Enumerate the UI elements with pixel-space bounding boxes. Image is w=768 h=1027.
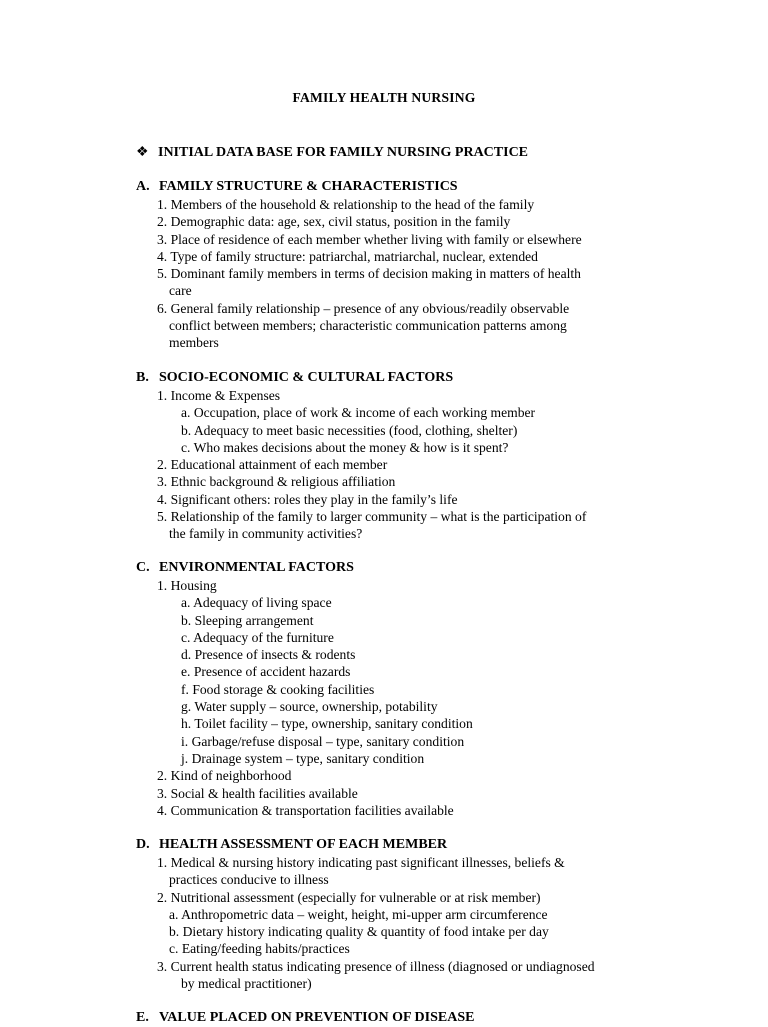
list-item: 2. Educational attainment of each member	[157, 457, 388, 473]
list-item-continuation: by medical practitioner)	[181, 976, 312, 992]
list-item: 4. Significant others: roles they play in the family’s life	[157, 491, 458, 507]
sub-list-item: c. Who makes decisions about the money & how is it spent?	[181, 439, 509, 455]
sub-list-item: h. Toilet facility – type, ownership, sanitary condition	[181, 716, 473, 732]
section-environmental	[136, 558, 696, 819]
sub-list-item: d. Presence of insects & rodents	[181, 647, 356, 663]
list-item: 3. Current health status indicating presence of illness (diagnosed or undiagnosed	[157, 958, 595, 974]
list-item: 1. Medical & nursing history indicating past significant illnesses, beliefs &	[157, 855, 565, 870]
sub-list-item: a. Anthropometric data – weight, height, mi-upper arm circumference	[169, 906, 548, 922]
section-heading	[136, 835, 696, 854]
sub-list-item: b. Sleeping arrangement	[181, 612, 314, 628]
section-title: ENVIRONMENTAL FACTORS	[159, 560, 354, 575]
list-item-continuation: practices conducive to illness	[169, 872, 329, 888]
list-item: 2. Kind of neighborhood	[157, 768, 292, 784]
list-item: 4. Communication & transportation facilities available	[157, 802, 454, 818]
section-title: FAMILY STRUCTURE & CHARACTERISTICS	[159, 179, 458, 194]
list-item: 4. Type of family structure: patriarchal, matriarchal, nuclear, extended	[157, 248, 538, 264]
list-item: 3. Ethnic background & religious affiliation	[157, 474, 396, 490]
list-item: 1. Housing	[157, 578, 217, 593]
list-item: 5. Dominant family members in terms of decision making in matters of health	[157, 266, 581, 282]
section-title: HEALTH ASSESSMENT OF EACH MEMBER	[159, 837, 448, 852]
sub-list-item: a. Occupation, place of work & income of each working member	[181, 405, 536, 421]
section-prevention-value	[136, 1008, 696, 1027]
section-socio-economic	[136, 368, 696, 543]
sub-list-item: j. Drainage system – type, sanitary condition	[181, 750, 425, 766]
list-item-continuation: care	[169, 283, 192, 299]
diamond-bullet-icon: ❖	[136, 145, 149, 160]
list-item: 3. Social & health facilities available	[157, 785, 358, 801]
main-heading	[136, 144, 528, 161]
list-item: 2. Nutritional assessment (especially for vulnerable or at risk member)	[157, 889, 541, 905]
section-letter: E.	[136, 1010, 149, 1025]
list-item-continuation: the family in community activities?	[169, 526, 363, 542]
list-item: 1. Income & Expenses	[157, 388, 281, 403]
sub-list-item: c. Adequacy of the furniture	[181, 629, 334, 645]
section-title: SOCIO-ECONOMIC & CULTURAL FACTORS	[159, 370, 454, 385]
list-item: 3. Place of residence of each member whether living with family or elsewhere	[157, 231, 582, 247]
list-item: 5. Relationship of the family to larger community – what is the participation of	[157, 509, 587, 525]
list-item: 2. Demographic data: age, sex, civil status, position in the family	[157, 214, 511, 230]
list-item: 6. General family relationship – presence of any obvious/readily observable	[157, 300, 570, 316]
sub-list-item: i. Garbage/refuse disposal – type, sanitary condition	[181, 733, 465, 749]
section-letter: A.	[136, 179, 150, 194]
section-letter: C.	[136, 560, 150, 575]
sub-list-item: b. Adequacy to meet basic necessities (food, clothing, shelter)	[181, 422, 518, 438]
sub-list-item: f. Food storage & cooking facilities	[181, 681, 375, 697]
sub-list-item: b. Dietary history indicating quality & quantity of food intake per day	[169, 924, 549, 940]
section-family-structure	[136, 177, 696, 352]
section-heading	[136, 177, 696, 196]
sub-list-item: e. Presence of accident hazards	[181, 664, 351, 680]
section-letter: D.	[136, 837, 150, 852]
section-title: VALUE PLACED ON PREVENTION OF DISEASE	[159, 1010, 475, 1025]
section-letter: B.	[136, 370, 149, 385]
section-heading	[136, 558, 696, 577]
section-heading	[136, 1008, 696, 1027]
list-item-continuation: conflict between members; characteristic communication patterns among	[169, 318, 567, 334]
list-item-continuation: members	[169, 335, 219, 351]
section-health-assessment	[136, 835, 696, 992]
section-heading	[136, 368, 696, 387]
list-item: 1. Members of the household & relationship to the head of the family	[157, 197, 535, 212]
sub-list-item: a. Adequacy of living space	[181, 595, 332, 611]
page-title: FAMILY HEALTH NURSING	[292, 90, 476, 105]
sub-list-item: c. Eating/feeding habits/practices	[169, 941, 350, 957]
main-heading-text: INITIAL DATA BASE FOR FAMILY NURSING PRACTICE	[158, 145, 529, 160]
sub-list-item: g. Water supply – source, ownership, potability	[181, 699, 438, 715]
